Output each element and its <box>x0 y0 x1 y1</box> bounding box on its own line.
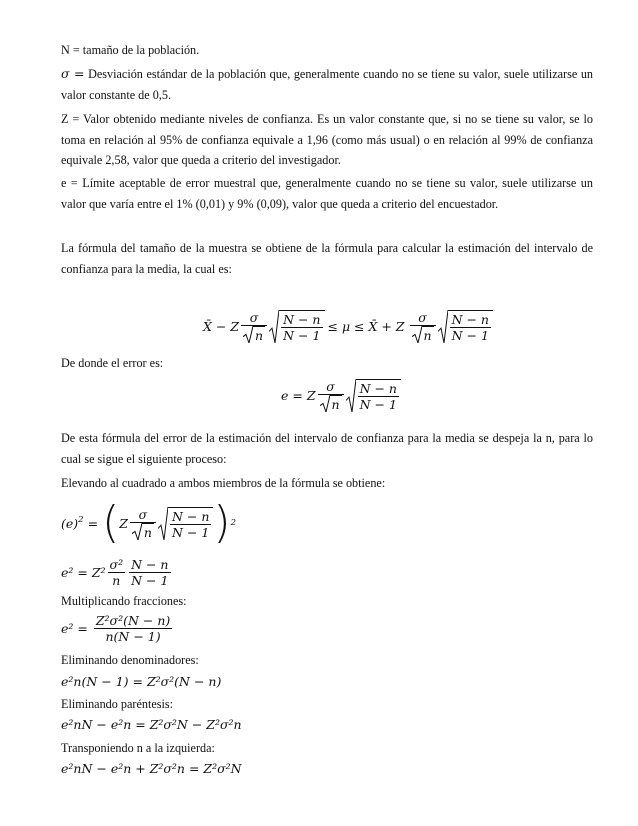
paren-equation: e²nN − e²n = Z²σ²N − Z²σ²n <box>61 717 242 732</box>
left-paren: ( <box>102 497 120 548</box>
sq-factor-den: N − 1 <box>172 524 210 540</box>
formula-intro: La fórmula del tamaño de la muestra se obtiene de la fórmula para calcular la estimación del intervalo de confianza para la media, la cual es: <box>61 241 593 276</box>
lhs-exponent: 2 <box>78 515 84 525</box>
error-intro: De donde el error es: <box>61 356 164 370</box>
sqrt-n-right: n <box>423 327 432 343</box>
error-lhs: e = Z <box>281 387 316 403</box>
sigma-symbol: σ = <box>61 66 85 81</box>
squared-equation <box>61 494 236 552</box>
squared-lhs <box>61 515 84 531</box>
sigma-definition <box>61 64 593 105</box>
sq-sigma: σ <box>130 507 156 523</box>
sigma-over-sqrt-n-right <box>410 310 436 343</box>
equals-sign: = <box>87 515 99 531</box>
correction-denominator: N − 1 <box>283 327 321 343</box>
denom-equation: e²n(N − 1) = Z²σ²(N − n) <box>61 674 222 689</box>
multiplied-fraction <box>94 613 172 644</box>
sq-sqrt-n <box>130 523 156 540</box>
error-sqrt-factor <box>346 379 401 412</box>
transpose-step: Transponiendo n a la izquierda: <box>61 741 215 755</box>
sqrt-n-denominator-right <box>410 326 436 343</box>
interval-left: X̄ − Z <box>203 318 240 334</box>
z-definition: Z = Valor obtenido mediante niveles de confianza. Es un valor constante que, si no se tiene su valor, se lo toma en relación al 95% de confianza equivale a 1,96 (como más usual) o en relación al 99% de confianza equivale 2,58, valor que queda a criterio del investigador. <box>61 112 593 167</box>
outer-exponent: 2 <box>230 518 236 528</box>
e-paren: (e) <box>61 516 79 531</box>
multiply-step: Multiplicando fracciones: <box>61 594 187 608</box>
transpose-equation: e²nN − e²n + Z²σ²n = Z²σ²N <box>61 761 242 776</box>
sigma-over-sqrt-n <box>241 310 267 343</box>
factor-fraction <box>129 557 170 588</box>
sigma-numerator-right: σ <box>410 310 436 326</box>
sqrt-correction-factor-right <box>438 310 493 343</box>
paren-step: Eliminando paréntesis: <box>61 697 174 711</box>
sqrt-correction-factor <box>269 310 324 343</box>
error-factor-den: N − 1 <box>359 396 397 412</box>
z-symbol: Z <box>119 515 128 531</box>
sigma-squared: σ² <box>109 556 124 572</box>
sq-factor-num: N − n <box>171 508 210 524</box>
e2-eq-z2: e² = Z² <box>61 564 106 580</box>
right-paren: ) <box>213 497 231 548</box>
sq-n: n <box>143 524 152 540</box>
interval-equation <box>203 304 493 348</box>
sigma-definition-text: Desviación estándar de la población que, generalmente cuando no se tiene su valor, suele utilizarse un valor constante de 0,5. <box>61 67 594 102</box>
n-denominator: n <box>112 572 121 588</box>
e-definition: e = Límite aceptable de error muestral que, generalmente cuando no se tiene su valor, suele utilizarse un valor que varía entre el 1% (0,01) y 9% (0,09), valor que queda a criterio del encuestador. <box>61 176 593 211</box>
e2-equals: e² = <box>61 620 88 636</box>
sq-sigma-over-sqrt-n <box>130 507 156 540</box>
factor-den: N − 1 <box>131 572 169 588</box>
error-equation <box>281 373 401 417</box>
n-definition: N = tamaño de la población. <box>61 43 200 57</box>
sigma2-over-n <box>108 557 126 588</box>
expanded-equation <box>61 555 173 589</box>
despeje-intro: De esta fórmula del error de la estimación del intervalo de confianza para la media se despeja la n, para lo cual se sigue el siguiente proceso: <box>61 431 593 466</box>
sqrt-n: n <box>255 327 264 343</box>
error-sqrt-n <box>318 395 344 412</box>
square-step: Elevando al cuadrado a ambos miembros de la fórmula se obtiene: <box>61 476 386 490</box>
sqrt-n-denominator <box>241 326 267 343</box>
denom-step: Eliminando denominadores: <box>61 653 199 667</box>
error-factor-num: N − n <box>359 380 397 396</box>
multiplied-denominator: n(N − 1) <box>105 628 161 644</box>
correction-numerator-right: N − n <box>451 311 489 327</box>
sq-sqrt-factor <box>158 507 213 540</box>
multiplied-equation <box>61 611 174 645</box>
correction-numerator: N − n <box>283 311 321 327</box>
error-sigma: σ <box>318 379 344 395</box>
multiplied-numerator: Z²σ²(N − n) <box>95 612 171 628</box>
correction-denominator-right: N − 1 <box>451 327 489 343</box>
error-n: n <box>331 396 340 412</box>
error-sigma-over-sqrt-n <box>318 379 344 412</box>
sigma-numerator: σ <box>241 310 267 326</box>
factor-num: N − n <box>131 556 169 572</box>
interval-middle: ≤ μ ≤ X̄ + Z <box>327 318 405 334</box>
